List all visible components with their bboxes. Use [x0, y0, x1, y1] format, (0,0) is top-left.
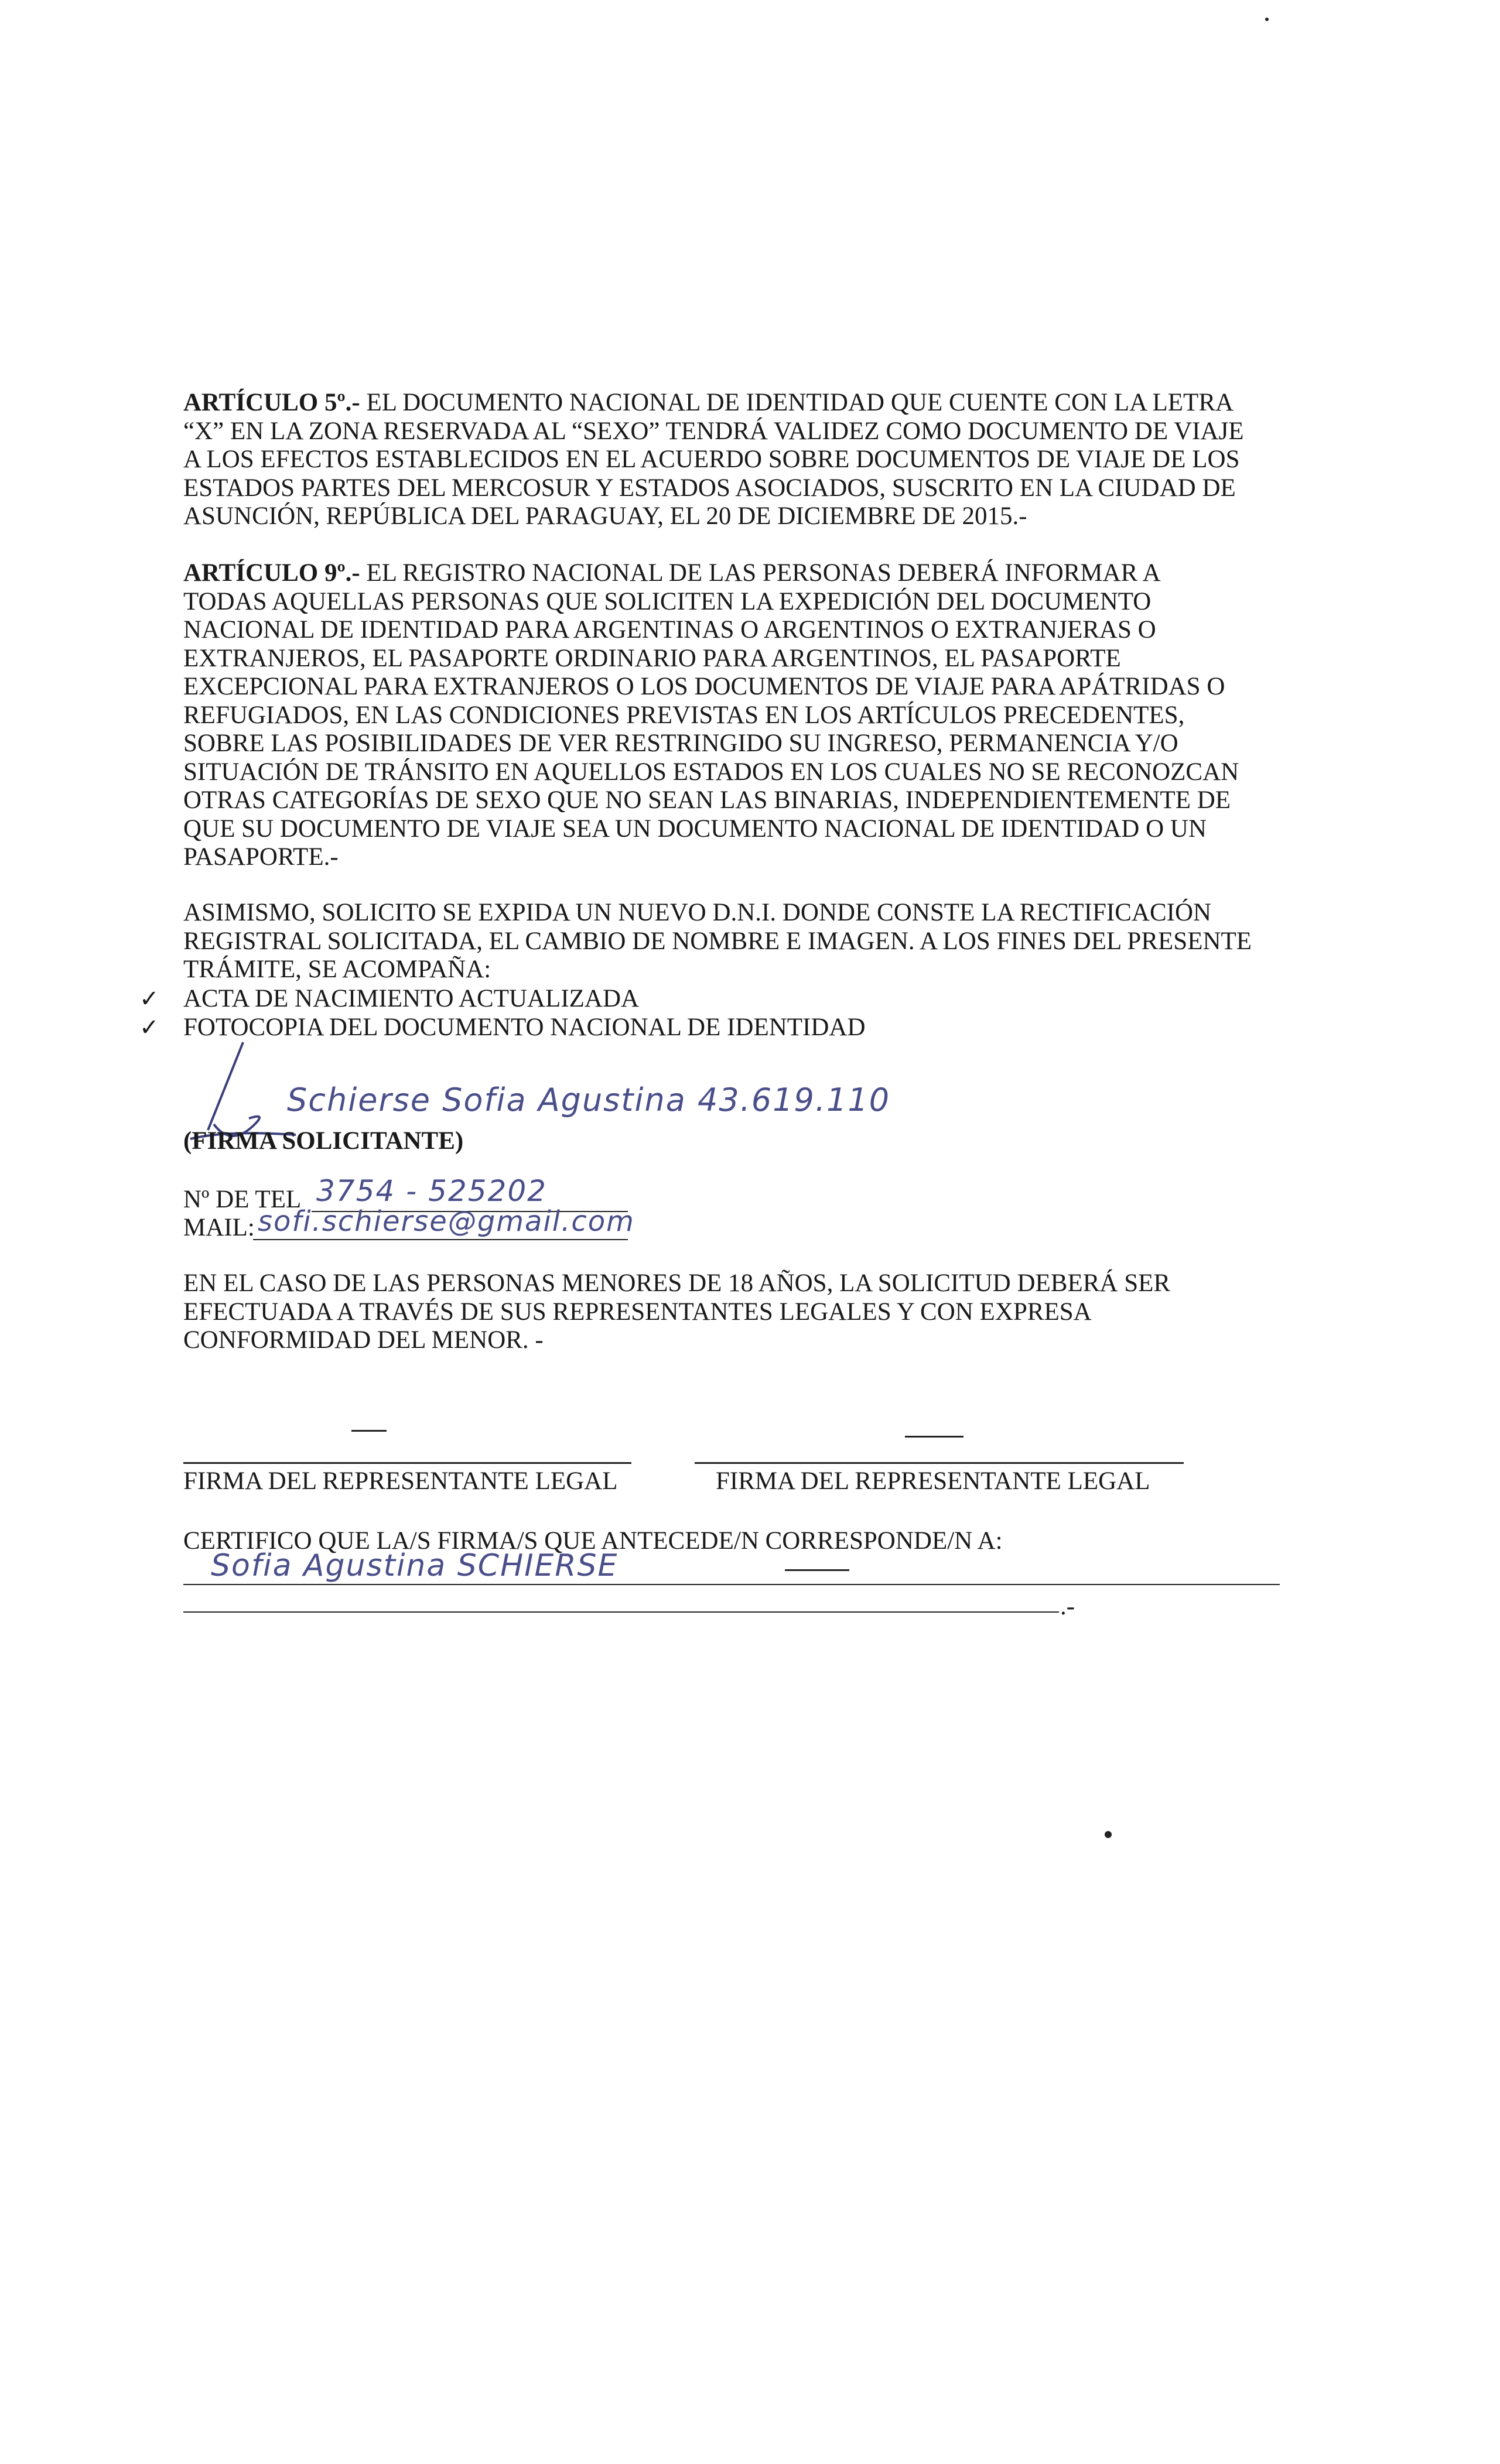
- applicant-handwritten-name: Schierse Sofia Agustina 43.619.110: [287, 1082, 891, 1118]
- article-9-line: NACIONAL DE IDENTIDAD PARA ARGENTINAS O ARGENTINOS O EXTRANJERAS O: [183, 616, 1156, 644]
- request-line: ASIMISMO, SOLICITO SE EXPIDA UN NUEVO D.N.I. DONDE CONSTE LA RECTIFICACIÓN: [183, 899, 1212, 926]
- minors-line: EFECTUADA A TRAVÉS DE SUS REPRESENTANTES LEGALES Y CON EXPRESA: [183, 1298, 1092, 1326]
- checklist-item: [139, 985, 639, 1013]
- rep-signature-dash: [351, 1430, 387, 1432]
- rep-signature-line-right: [695, 1462, 1184, 1464]
- checklist-item-label: ACTA DE NACIMIENTO ACTUALIZADA: [183, 985, 640, 1012]
- article-9-line: OTRAS CATEGORÍAS DE SEXO QUE NO SEAN LAS BINARIAS, INDEPENDIENTEMENTE DE: [183, 786, 1231, 814]
- article-9-line: PASAPORTE.-: [183, 843, 339, 871]
- article-9-line: SOBRE LAS POSIBILIDADES DE VER RESTRINGIDO SU INGRESO, PERMANENCIA Y/O: [183, 730, 1178, 757]
- rep-signature-line-left: [183, 1462, 631, 1464]
- article-9-line: EL REGISTRO NACIONAL DE LAS PERSONAS DEBERÁ INFORMAR A: [360, 559, 1161, 587]
- article-9-line: REFUGIADOS, EN LAS CONDICIONES PREVISTAS EN LOS ARTÍCULOS PRECEDENTES,: [183, 701, 1185, 729]
- rep-signature-dash: [905, 1436, 963, 1438]
- phone-label: Nº DE TEL: [183, 1186, 302, 1213]
- article-5-line: EL DOCUMENTO NACIONAL DE IDENTIDAD QUE CUENTE CON LA LETRA: [360, 389, 1234, 416]
- article-5-line: ASUNCIÓN, REPÚBLICA DEL PARAGUAY, EL 20 DE DICIEMBRE DE 2015.-: [183, 502, 1027, 530]
- article-9-line: EXTRANJEROS, EL PASAPORTE ORDINARIO PARA ARGENTINOS, EL PASAPORTE: [183, 644, 1121, 672]
- stray-dot: [1265, 18, 1269, 21]
- certification-scribble-dash: [785, 1569, 849, 1571]
- checklist-item-label: FOTOCOPIA DEL DOCUMENTO NACIONAL DE IDENTIDAD: [183, 1014, 866, 1041]
- certification-line-1: [183, 1584, 1280, 1585]
- article-5-heading: ARTÍCULO 5º.-: [183, 389, 360, 416]
- article-9-line: SITUACIÓN DE TRÁNSITO EN AQUELLOS ESTADOS EN LOS CUALES NO SE RECONOZCAN: [183, 758, 1239, 786]
- stray-dot: [1105, 1831, 1112, 1838]
- request-line: REGISTRAL SOLICITADA, EL CAMBIO DE NOMBRE E IMAGEN. A LOS FINES DEL PRESENTE: [183, 927, 1252, 955]
- rep-signature-label-right: FIRMA DEL REPRESENTANTE LEGAL: [716, 1467, 1150, 1495]
- mail-value: sofi.schierse@gmail.com: [258, 1205, 635, 1238]
- minors-paragraph: [183, 1269, 1299, 1355]
- article-9-line: EXCEPCIONAL PARA EXTRANJEROS O LOS DOCUMENTOS DE VIAJE PARA APÁTRIDAS O: [183, 673, 1225, 700]
- certification-handwritten-name: Sofia Agustina SCHIERSE: [211, 1548, 619, 1583]
- mail-label: MAIL:: [183, 1214, 255, 1241]
- check-mark-icon: ✓: [139, 985, 159, 1012]
- article-5: [183, 389, 1299, 531]
- minors-line: CONFORMIDAD DEL MENOR. -: [183, 1326, 544, 1354]
- mail-underline: [253, 1239, 628, 1240]
- article-5-line: ESTADOS PARTES DEL MERCOSUR Y ESTADOS ASOCIADOS, SUSCRITO EN LA CIUDAD DE: [183, 474, 1236, 502]
- article-9-line: TODAS AQUELLAS PERSONAS QUE SOLICITEN LA EXPEDICIÓN DEL DOCUMENTO: [183, 587, 1152, 615]
- certification-end-mark: .-: [1060, 1593, 1075, 1620]
- article-5-line: A LOS EFECTOS ESTABLECIDOS EN EL ACUERDO SOBRE DOCUMENTOS DE VIAJE DE LOS: [183, 446, 1240, 473]
- certification-line-2: [183, 1611, 1059, 1613]
- minors-line: EN EL CASO DE LAS PERSONAS MENORES DE 18 AÑOS, LA SOLICITUD DEBERÁ SER: [183, 1269, 1171, 1297]
- applicant-signature-label: (FIRMA SOLICITANTE): [183, 1127, 464, 1155]
- phone-value: 3754 - 525202: [316, 1174, 547, 1208]
- article-5-line: “X” EN LA ZONA RESERVADA AL “SEXO” TENDRÁ VALIDEZ COMO DOCUMENTO DE VIAJE: [183, 417, 1244, 445]
- certification-text: CERTIFICO QUE LA/S FIRMA/S QUE ANTECEDE/N CORRESPONDE/N A:: [183, 1527, 1003, 1555]
- article-9-line: QUE SU DOCUMENTO DE VIAJE SEA UN DOCUMENTO NACIONAL DE IDENTIDAD O UN: [183, 815, 1207, 843]
- check-mark-icon: ✓: [139, 1014, 159, 1041]
- article-9: [183, 559, 1299, 872]
- article-9-heading: ARTÍCULO 9º.-: [183, 559, 360, 587]
- request-paragraph: [183, 899, 1299, 984]
- rep-signature-label-left: FIRMA DEL REPRESENTANTE LEGAL: [183, 1467, 618, 1495]
- request-line: TRÁMITE, SE ACOMPAÑA:: [183, 956, 491, 983]
